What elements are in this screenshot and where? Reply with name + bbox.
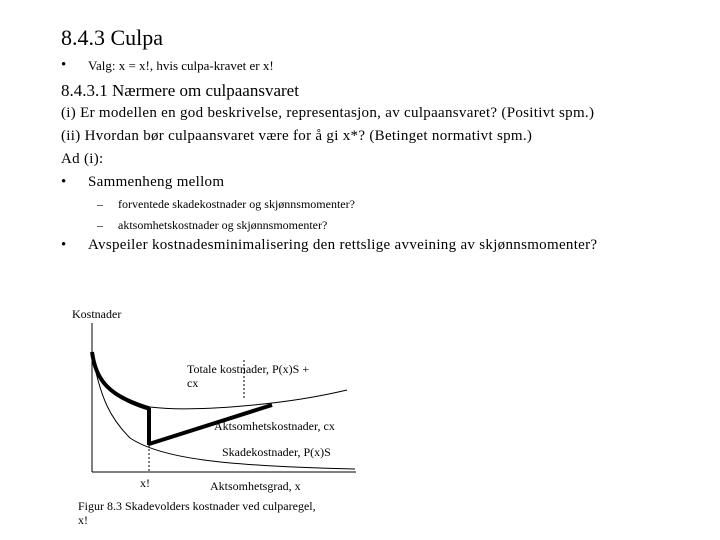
x-axis-label: Aktsomhetsgrad, x xyxy=(210,479,301,493)
y-axis-label: Kostnader xyxy=(72,307,122,321)
question-i: (i) Er modellen en god beskrivelse, representasjon, av culpaansvaret? (Positivt spm.) xyxy=(61,105,595,121)
bullet-text-relationship: Sammenheng mellom xyxy=(88,174,225,190)
bullet-icon: • xyxy=(61,57,67,73)
page-title: 8.4.3 Culpa xyxy=(61,25,164,50)
bullet-icon: • xyxy=(61,237,67,253)
question-ii: (ii) Hvordan bør culpaansvaret være for å gi x*? (Betinget normativt spm.) xyxy=(61,128,533,144)
choice-text: Valg: x = x!, hvis culpa-kravet er x! xyxy=(88,58,274,73)
damage-cost-label: Skadekostnader, P(x)S xyxy=(222,445,331,459)
culpa-cost-thick xyxy=(92,352,150,409)
x-mark-label: x! xyxy=(140,476,150,490)
bullet-text-reflection: Avspeiler kostnadesminimalisering den rettslige avveining av skjønnsmomenter? xyxy=(88,237,598,253)
dash-icon: – xyxy=(97,218,103,232)
subitem-care: aktsomhetskostnader og skjønnsmomenter? xyxy=(118,218,328,232)
dash-icon: – xyxy=(97,197,103,211)
total-cost-label: Totale kostnader, P(x)S + xyxy=(187,362,310,376)
subitem-damage: forventede skadekostnader og skjønnsmomenter? xyxy=(118,197,355,211)
ad-label: Ad (i): xyxy=(61,151,104,167)
subheading: 8.4.3.1 Nærmere om culpaansvaret xyxy=(61,81,299,100)
figure-caption: Figur 8.3 Skadevolders kostnader ved culparegel, xyxy=(78,499,316,513)
bullet-icon: • xyxy=(61,174,67,190)
total-cost-label-line2: cx xyxy=(187,376,199,390)
figure-caption-line2: x! xyxy=(78,513,88,527)
care-cost-label: Aktsomhetskostnader, cx xyxy=(214,419,335,433)
